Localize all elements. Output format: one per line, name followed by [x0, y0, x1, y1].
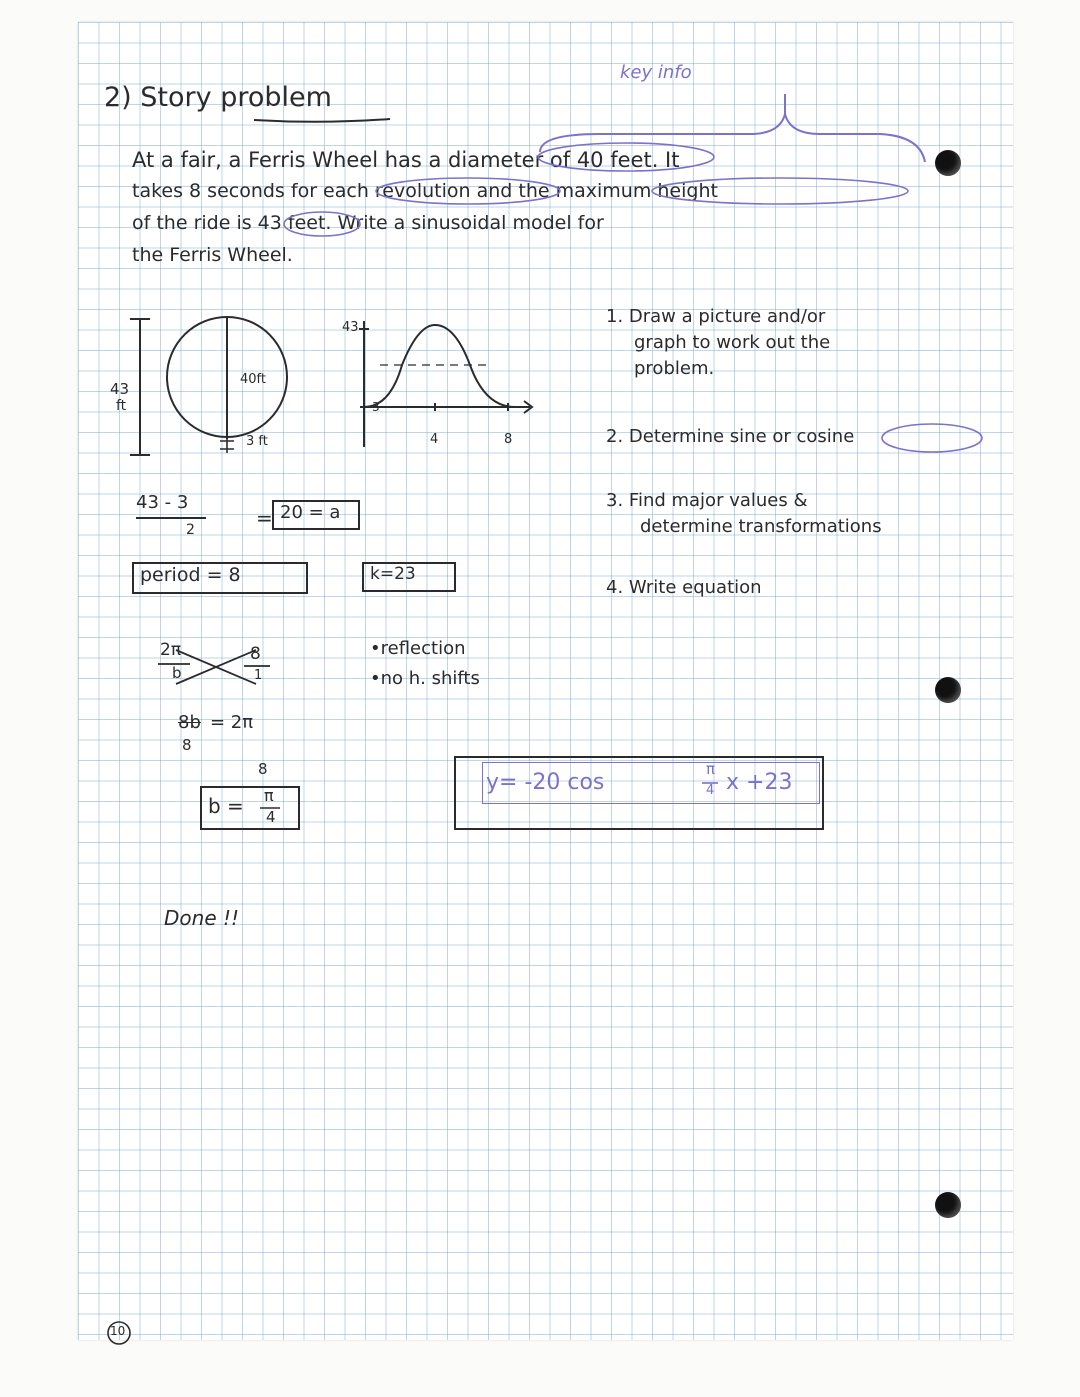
- page-number: 10: [110, 1324, 126, 1338]
- step-2: 2. Determine sine or cosine: [606, 426, 855, 447]
- solve-lhs: 8b: [178, 712, 201, 733]
- done-note: Done !!: [164, 906, 240, 930]
- key-info-highlights: [0, 0, 1000, 260]
- key-info-annotation: key info: [620, 62, 692, 83]
- problem-line-3: of the ride is 43 feet. Write a sinusoidal model for: [132, 212, 604, 234]
- step-1-line-2: graph to work out the: [634, 332, 831, 353]
- cross-left-num: 2π: [160, 640, 182, 660]
- problem-title: 2) Story problem: [104, 82, 332, 113]
- cosine-highlight: [880, 420, 1000, 460]
- problem-line-2: takes 8 seconds for each revolution and the maximum height: [132, 180, 718, 202]
- binder-hole: [935, 677, 961, 703]
- answer-frac-den: 4: [706, 783, 715, 798]
- sketch-height-label: 43: [110, 380, 130, 398]
- amplitude-result: 20 = a: [280, 502, 341, 523]
- sketch-ground-gap-label: 3 ft: [246, 434, 268, 449]
- ferris-wheel-sketch: [110, 315, 310, 475]
- b-numerator: π: [264, 786, 274, 805]
- graph-x-mid-label: 4: [430, 432, 439, 447]
- solve-rhs-den: 8: [258, 760, 268, 778]
- step-1-line-1: 1. Draw a picture and/or: [606, 306, 826, 327]
- amplitude-numerator: 43 - 3: [136, 492, 189, 513]
- cross-right-num: 8: [250, 644, 261, 664]
- problem-line-1: At a fair, a Ferris Wheel has a diameter of 40 feet. It: [132, 148, 680, 172]
- answer-suffix: x +23: [726, 770, 793, 795]
- amplitude-equals: =: [256, 506, 273, 530]
- graph-max-label: 43: [342, 320, 359, 335]
- period-text: period = 8: [140, 564, 241, 586]
- no-shift-note: •no h. shifts: [370, 668, 480, 689]
- answer-frac-num: π: [706, 760, 716, 778]
- sinusoid-sketch: [340, 315, 570, 455]
- sketch-diameter-label: 40ft: [240, 372, 266, 387]
- b-label: b =: [208, 794, 244, 818]
- solve-equals: = 2π: [210, 712, 254, 733]
- graph-x-end-label: 8: [504, 432, 513, 447]
- amplitude-denominator: 2: [186, 522, 195, 538]
- graph-min-label: 3: [372, 400, 380, 414]
- b-denominator: 4: [266, 808, 276, 826]
- step-3-line-1: 3. Find major values &: [606, 490, 808, 511]
- solve-lhs-den: 8: [182, 736, 192, 754]
- step-4: 4. Write equation: [606, 577, 762, 598]
- step-1-line-3: problem.: [634, 358, 715, 379]
- cross-right-den: 1: [254, 668, 263, 683]
- cross-multiply-lines: [156, 644, 296, 694]
- answer-prefix: y= -20 cos: [486, 770, 605, 795]
- k-text: k=23: [370, 564, 416, 584]
- cross-left-den: b: [172, 664, 182, 682]
- step-3-line-2: determine transformations: [640, 516, 882, 537]
- problem-line-4: the Ferris Wheel.: [132, 244, 293, 266]
- reflection-note: •reflection: [370, 638, 466, 659]
- amplitude-fraction-bar: [136, 516, 216, 520]
- binder-hole: [935, 1192, 961, 1218]
- sketch-height-unit: ft: [116, 398, 127, 414]
